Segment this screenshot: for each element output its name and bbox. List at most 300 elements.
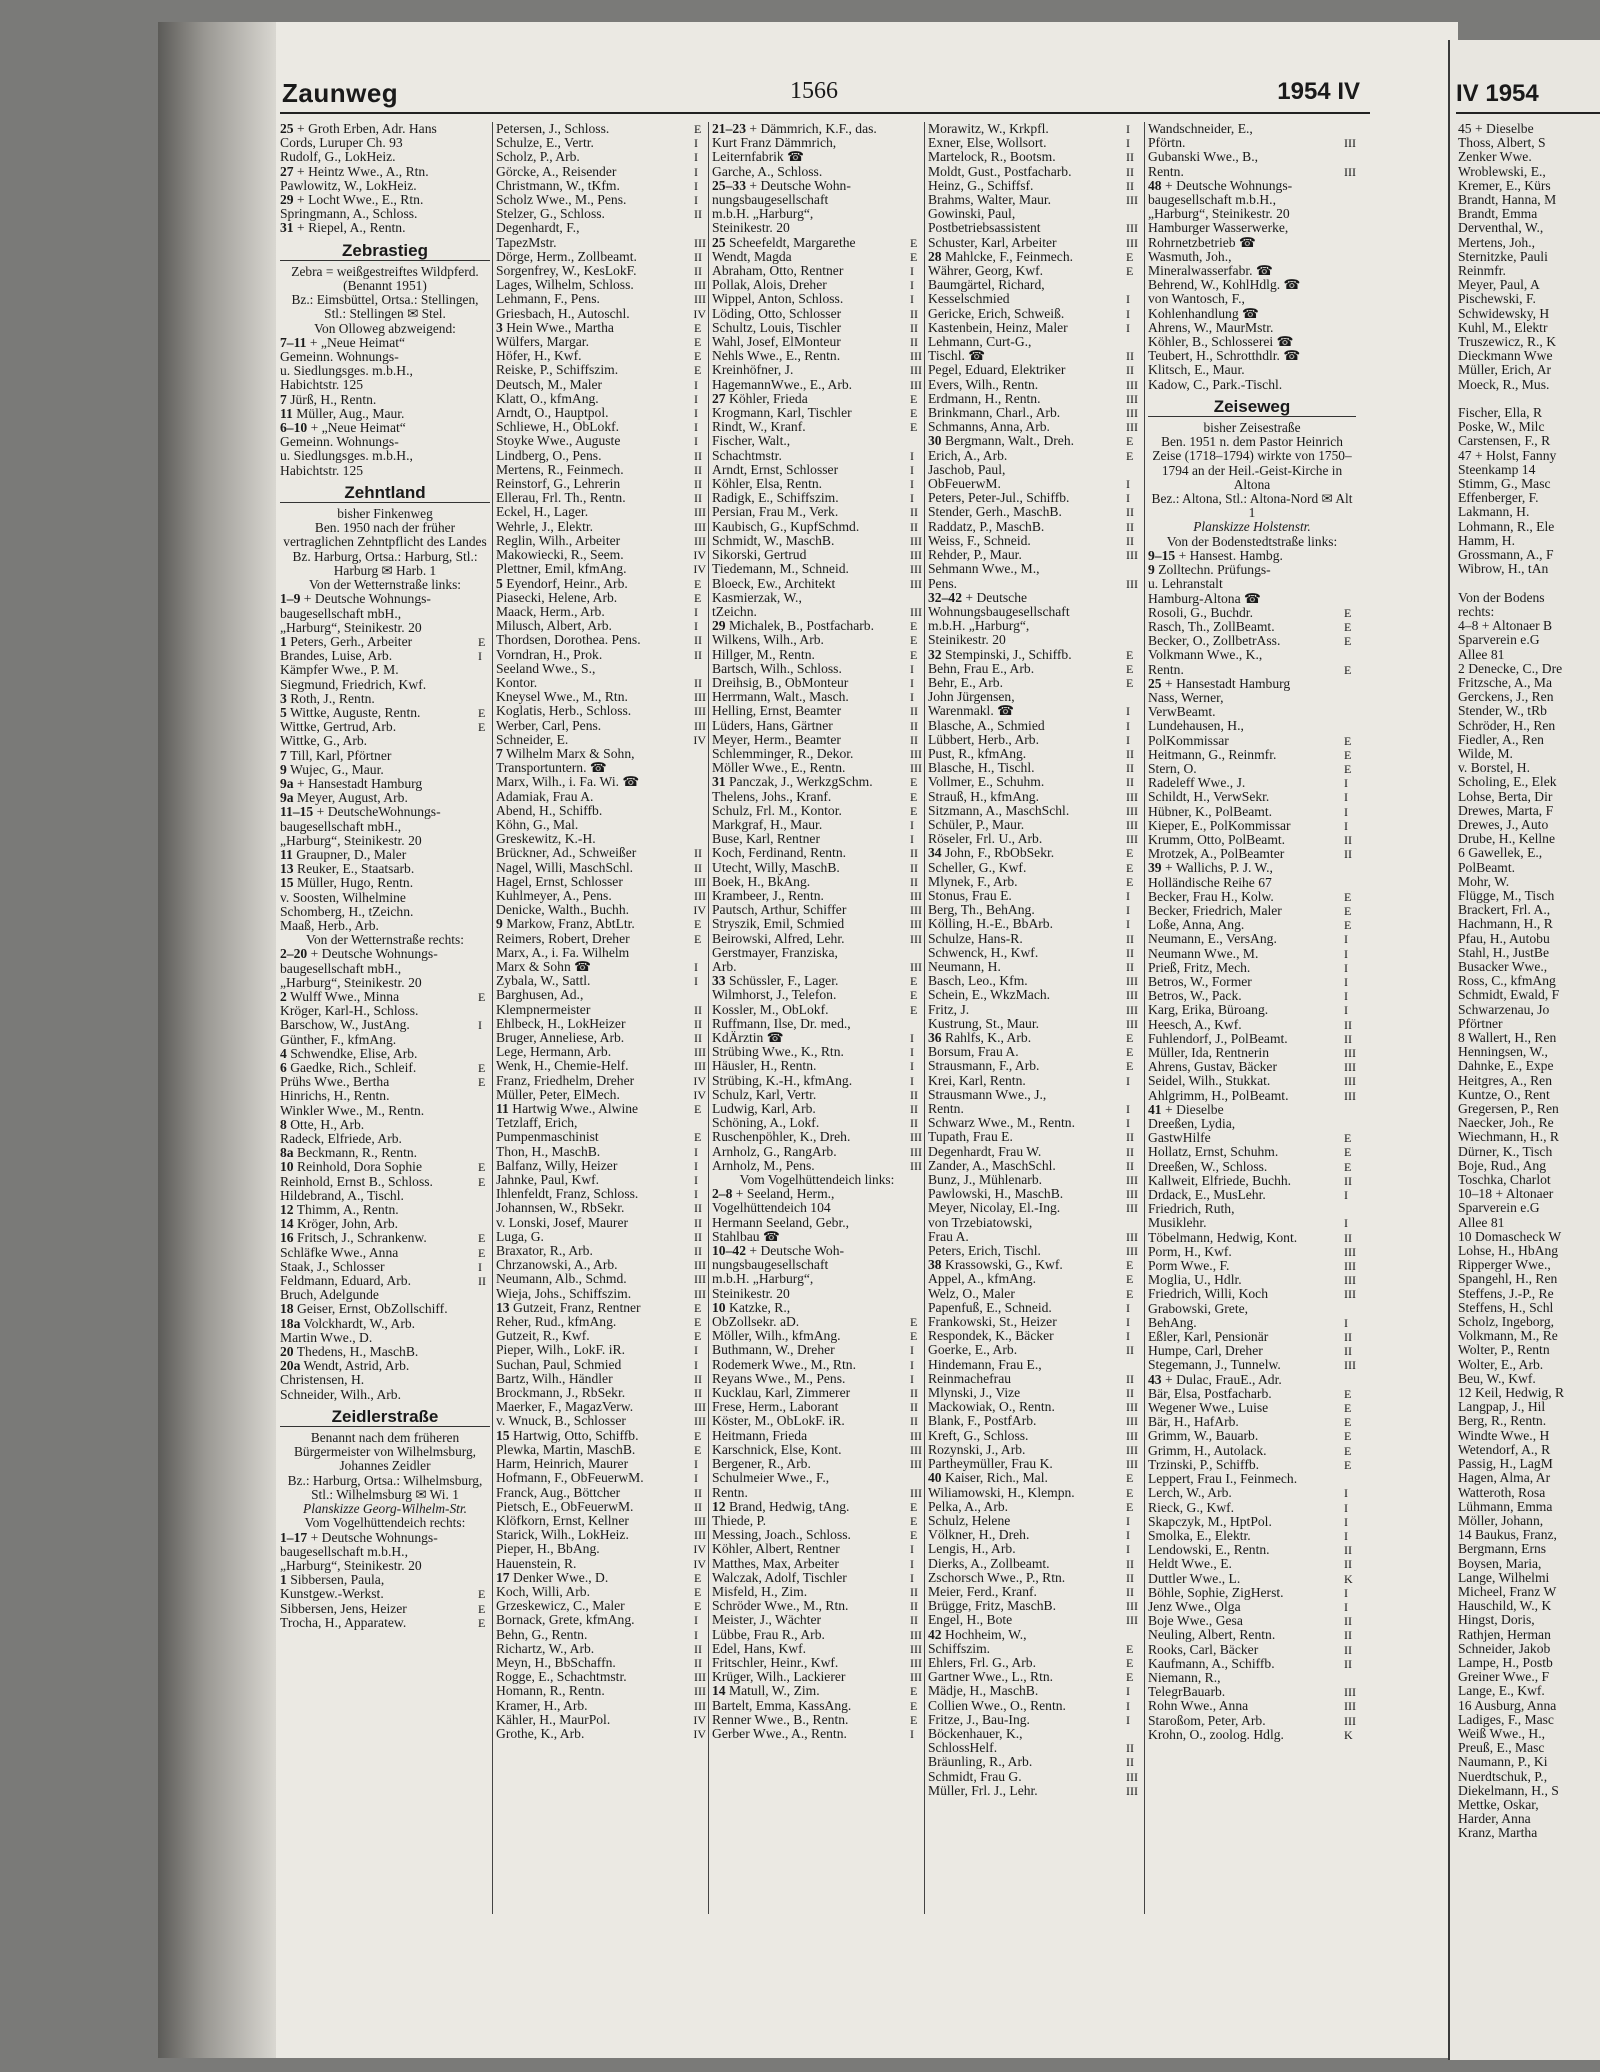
resident-entry xyxy=(496,974,706,988)
entry-text: Krei, Karl, Rentn. xyxy=(928,1073,1026,1088)
resident-entry xyxy=(712,1557,922,1571)
resident-entry xyxy=(1148,1444,1356,1458)
entry-text: Kucklau, Karl, Zimmerer xyxy=(712,1386,851,1401)
house-entry xyxy=(280,1160,490,1174)
entry-text: Stahlbau ☎ xyxy=(712,1229,780,1244)
floor-marker: III xyxy=(1344,1273,1356,1288)
entry-text: Vorndran, H., Prok. xyxy=(496,647,603,662)
resident-entry xyxy=(496,1258,706,1272)
entry-text: Feldmann, Eduard, Arb. xyxy=(280,1274,412,1289)
resident-entry xyxy=(928,1287,1138,1301)
entry-text: Porm, H., Kwf. xyxy=(1148,1244,1232,1259)
house-number: 9 xyxy=(1148,563,1155,578)
resident-entry xyxy=(1148,705,1356,719)
entry-text: Lege, Hermann, Arb. xyxy=(496,1045,612,1060)
entry-text: Arb. xyxy=(712,959,737,974)
entry-text: Thon, H., MaschB. xyxy=(496,1144,601,1159)
resident-entry xyxy=(712,1017,922,1031)
resident-entry xyxy=(928,1684,1138,1698)
entry-text: Lehmann, Curt-G., xyxy=(928,335,1032,350)
entry-text: Gericke, Erich, Schweiß. xyxy=(928,306,1065,321)
entry-text: Schwenck, H., Kwf. xyxy=(928,945,1039,960)
floor-marker: I xyxy=(1136,491,1138,505)
resident-entry xyxy=(928,278,1138,292)
entry-text: Rasch, Th., ZollBeamt. xyxy=(1148,619,1275,634)
street-info: Von der Wetternstraße links: xyxy=(308,577,461,593)
floor-marker: E xyxy=(704,1571,706,1585)
house-number: 14 xyxy=(712,1684,726,1699)
house-number: 12 xyxy=(712,1499,726,1514)
entry-text: Nass, Werner, xyxy=(1148,690,1224,705)
floor-marker: II xyxy=(1136,1159,1138,1173)
entry-text: Pietsch, E., ObFeuerwM. xyxy=(496,1499,634,1514)
floor-marker: E xyxy=(920,406,922,420)
resident-entry xyxy=(712,1372,922,1386)
adjacent-page-line: Beu, W., Kwf. xyxy=(1458,1371,1536,1386)
floor-marker: E xyxy=(1136,264,1138,278)
entry-text: Griesbach, H., Autoschl. xyxy=(496,306,630,321)
resident-entry xyxy=(496,889,706,903)
entry-text: Klöfkorn, Ernst, Kellner xyxy=(496,1513,629,1528)
house-number: 10 xyxy=(712,1300,726,1315)
resident-entry xyxy=(712,1400,922,1414)
street-info: Ben. 1951 n. dem Pastor Heinrich Zeise (1718–1794) wirkte von 1750–1794 an der Heil.-Geist-Kirche in Altona xyxy=(1152,434,1352,492)
house-entry xyxy=(280,592,490,606)
floor-marker: II xyxy=(1136,1741,1138,1755)
entry-text: Hartwig, Otto, Schiffb. xyxy=(513,1428,639,1443)
house-entry xyxy=(496,747,706,761)
house-number: 32 xyxy=(928,647,942,662)
entry-text: Appel, A., kfmAng. xyxy=(928,1272,1036,1287)
house-entry xyxy=(280,791,490,805)
resident-entry xyxy=(1148,1515,1356,1529)
resident-entry xyxy=(496,988,706,1002)
entry-text: Strausmann, F., Arb. xyxy=(928,1059,1040,1074)
street-info: Vom Vogelhüttendeich rechts: xyxy=(304,1515,466,1531)
floor-marker: II xyxy=(1354,1543,1356,1557)
street-info: bisher Finkenweg xyxy=(337,506,433,522)
entry-text: Krüger, Wilh., Lackierer xyxy=(712,1670,846,1685)
entry-text: Pens. xyxy=(928,576,958,591)
floor-marker: E xyxy=(1354,918,1356,932)
entry-text: Porm Wwe., F. xyxy=(1148,1259,1230,1274)
house-number: 25 xyxy=(712,235,726,250)
floor-marker: II xyxy=(920,1599,922,1613)
resident-entry xyxy=(712,221,922,235)
floor-marker: I xyxy=(1136,1116,1138,1130)
adjacent-page-line xyxy=(1458,392,1600,406)
house-number: 20 xyxy=(280,1345,294,1360)
entry-text: Kunstgew.-Werkst. xyxy=(280,1587,384,1602)
adjacent-page-line: rechts: xyxy=(1458,604,1495,619)
entry-text: Buse, Karl, Rentner xyxy=(712,832,820,847)
resident-entry xyxy=(928,236,1138,250)
entry-text: Scheller, G., Kwf. xyxy=(928,860,1027,875)
resident-entry xyxy=(496,392,706,406)
resident-entry xyxy=(1148,1032,1356,1046)
resident-entry xyxy=(496,1230,706,1244)
floor-marker: I xyxy=(920,1571,922,1585)
resident-entry xyxy=(280,1175,490,1189)
entry-text: Meyer, Herm., Beamter xyxy=(712,732,841,747)
floor-marker: III xyxy=(1126,391,1138,406)
floor-marker: I xyxy=(1354,947,1356,961)
adjacent-page-line: Toschka, Charlot xyxy=(1458,1173,1551,1188)
house-entry xyxy=(712,1244,922,1258)
entry-text: Krohn, O., zoolog. Hdlg. xyxy=(1148,1727,1284,1742)
floor-marker: III xyxy=(1344,1685,1356,1700)
entry-text: Boje Wwe., Gesa xyxy=(1148,1614,1243,1629)
house-entry xyxy=(280,848,490,862)
book-binding xyxy=(158,22,276,2058)
house-number: 3 xyxy=(280,691,287,706)
resident-entry xyxy=(1148,1259,1356,1273)
entry-text: + Dämmrich, K.F., das. xyxy=(749,122,877,136)
entry-text: Fritze, J., Bau-Ing. xyxy=(928,1712,1030,1727)
floor-marker: I xyxy=(1136,889,1138,903)
floor-marker: E xyxy=(1136,662,1138,676)
floor-marker: E xyxy=(1354,663,1356,677)
entry-text: Geiser, Ernst, ObZollschiff. xyxy=(297,1302,448,1317)
resident-entry xyxy=(1148,961,1356,975)
resident-entry xyxy=(928,605,1138,619)
resident-entry xyxy=(712,463,922,477)
floor-marker: II xyxy=(1354,1557,1356,1571)
resident-entry xyxy=(280,179,490,193)
entry-text: Thimm, A., Rentn. xyxy=(296,1203,399,1218)
entry-text: Wittke, Auguste, Rentn. xyxy=(289,705,421,720)
resident-entry xyxy=(928,1003,1138,1017)
resident-entry xyxy=(928,321,1138,335)
resident-entry xyxy=(712,207,922,221)
floor-marker: III xyxy=(694,1414,706,1429)
house-number: 33 xyxy=(712,974,726,989)
floor-marker: III xyxy=(694,1513,706,1528)
resident-entry xyxy=(928,577,1138,591)
floor-marker: E xyxy=(488,1160,490,1174)
house-entry xyxy=(712,974,922,988)
adjacent-page-line: Mertens, Joh., xyxy=(1458,235,1536,250)
entry-text: Peters, Erich, Tischl. xyxy=(928,1244,1041,1259)
entry-text: Stempinski, J., Schiffb. xyxy=(945,647,1072,662)
resident-entry xyxy=(928,1400,1138,1414)
entry-text: Wandschneider, E., xyxy=(1148,122,1253,136)
entry-text: Otte, H., Arb. xyxy=(290,1117,365,1132)
resident-entry xyxy=(712,917,922,931)
floor-marker: E xyxy=(1136,1670,1138,1684)
entry-text: Stern, O. xyxy=(1148,761,1197,776)
resident-entry xyxy=(1148,847,1356,861)
entry-text: Moldt, Gust., Postfacharb. xyxy=(928,164,1072,179)
entry-text: Braxator, R., Arb. xyxy=(496,1244,593,1259)
resident-entry xyxy=(280,1616,490,1630)
floor-marker: E xyxy=(920,420,922,434)
resident-entry xyxy=(496,1713,706,1727)
floor-marker: I xyxy=(704,1613,706,1627)
adjacent-page-line: Fischer, Ella, R xyxy=(1458,406,1543,421)
house-entry xyxy=(280,122,490,136)
floor-marker: I xyxy=(920,1074,922,1088)
house-number: 17 xyxy=(496,1570,510,1585)
resident-entry xyxy=(712,690,922,704)
entry-text: Gutzeit, R., Kwf. xyxy=(496,1329,590,1344)
entry-text: Hinrichs, H., Rentn. xyxy=(280,1089,390,1104)
resident-entry xyxy=(928,1017,1138,1031)
entry-text: Barschow, W., JustAng. xyxy=(280,1018,410,1033)
resident-entry xyxy=(928,1145,1138,1159)
floor-marker: E xyxy=(704,1329,706,1343)
floor-marker: I xyxy=(1136,321,1138,335)
entry-text: u. Siedlungsges. m.b.H., xyxy=(280,449,413,464)
entry-text: baugesellschaft mbH., xyxy=(280,606,402,621)
floor-marker: III xyxy=(910,562,922,577)
entry-text: Beckmann, R., Rentn. xyxy=(297,1146,418,1161)
adjacent-page-line: Zenker Wwe. xyxy=(1458,150,1532,165)
resident-entry xyxy=(496,1457,706,1471)
entry-text: Brandes, Luise, Arb. xyxy=(280,649,393,664)
entry-text: Wahl, Josef, ElMonteur xyxy=(712,335,841,350)
entry-text: Sorgenfrey, W., KesLokF. xyxy=(496,264,637,279)
floor-marker: I xyxy=(1354,1003,1356,1017)
adjacent-page-line: Boje, Rud., Ang xyxy=(1458,1158,1546,1173)
house-number: 11–15 xyxy=(280,805,314,820)
floor-marker: E xyxy=(1354,1415,1356,1429)
resident-entry xyxy=(1148,805,1356,819)
resident-entry xyxy=(496,463,706,477)
entry-text: Cords, Luruper Ch. 93 xyxy=(280,136,403,151)
entry-text: Meyer, August, Arb. xyxy=(297,791,408,806)
entry-text: Schultz, Louis, Tischler xyxy=(712,320,842,335)
entry-text: Strübing, K.-H., kfmAng. xyxy=(712,1073,853,1088)
floor-marker: I xyxy=(920,491,922,505)
resident-entry xyxy=(928,1642,1138,1656)
floor-marker: II xyxy=(1354,1628,1356,1642)
resident-entry xyxy=(712,988,922,1002)
floor-marker: III xyxy=(910,903,922,918)
house-entry xyxy=(280,1217,490,1231)
resident-entry xyxy=(1148,1330,1356,1344)
column-divider xyxy=(924,122,925,1914)
resident-entry xyxy=(712,1443,922,1457)
house-entry xyxy=(280,165,490,179)
resident-entry xyxy=(928,548,1138,562)
entry-text: GastwHilfe xyxy=(1148,1131,1211,1146)
house-entry xyxy=(496,1429,706,1443)
house-number: 8a xyxy=(280,1146,294,1161)
resident-entry xyxy=(712,1343,922,1357)
column-divider xyxy=(1144,122,1145,1914)
resident-entry xyxy=(712,1656,922,1670)
adjacent-page-line: Hauschild, W., K xyxy=(1458,1599,1552,1614)
house-number: 31 xyxy=(712,775,726,790)
entry-text: Bruch, Adelgunde xyxy=(280,1288,379,1303)
resident-entry xyxy=(1148,250,1356,264)
entry-text: Stryszik, Emil, Schmied xyxy=(712,917,845,932)
resident-entry xyxy=(712,1471,922,1485)
resident-entry xyxy=(496,960,706,974)
resident-entry xyxy=(928,1770,1138,1784)
resident-entry xyxy=(280,663,490,677)
adjacent-page-line: Micheel, Franz W xyxy=(1458,1584,1557,1599)
entry-text: Transportuntern. ☎ xyxy=(496,761,607,776)
adjacent-page-line: PolBeamt. xyxy=(1458,860,1516,875)
house-number: 40 xyxy=(928,1471,942,1486)
floor-marker: E xyxy=(704,591,706,605)
entry-text: Siegmund, Friedrich, Kwf. xyxy=(280,677,427,692)
entry-text: Radeck, Elfriede, Arb. xyxy=(280,1132,402,1147)
resident-entry xyxy=(928,264,1138,278)
entry-text: Staak, J., Schlosser xyxy=(280,1259,385,1274)
house-entry xyxy=(280,393,490,407)
resident-entry xyxy=(712,1699,922,1713)
house-number: 29 xyxy=(280,193,294,208)
floor-marker: E xyxy=(920,775,922,789)
entry-text: Schmanns, Anna, Arb. xyxy=(928,420,1050,435)
entry-text: + Deutsche Wohnungs- xyxy=(310,1530,438,1545)
floor-marker: II xyxy=(920,335,922,349)
adjacent-page-line: Steffens, J.-P., Re xyxy=(1458,1286,1554,1301)
floor-marker: IV xyxy=(693,306,706,321)
entry-text: Köhler, B., Schlosserei ☎ xyxy=(1148,335,1294,350)
house-entry xyxy=(928,434,1138,448)
entry-text: Homann, R., Rentn. xyxy=(496,1684,605,1699)
resident-entry xyxy=(712,790,922,804)
floor-marker: IV xyxy=(693,732,706,747)
adjacent-page-line: Wibrow, H., tAn xyxy=(1458,562,1549,577)
entry-text: Hollatz, Ernst, Schuhm. xyxy=(1148,1145,1279,1160)
column-2 xyxy=(496,122,706,1741)
entry-text: Blasche, H., Tischl. xyxy=(928,761,1035,776)
resident-entry xyxy=(496,491,706,505)
adjacent-page-line: Sternitzke, Pauli xyxy=(1458,249,1548,264)
floor-marker: II xyxy=(1136,960,1138,974)
floor-marker: II xyxy=(704,1201,706,1215)
entry-text: Kuhlmeyer, A., Pens. xyxy=(496,888,612,903)
resident-entry xyxy=(496,1386,706,1400)
resident-entry xyxy=(712,505,922,519)
entry-text: + Locht Wwe., E., Rtn. xyxy=(297,193,424,208)
entry-text: Eckel, H., Lager. xyxy=(496,505,589,520)
entry-text: Martelock, R., Bootsm. xyxy=(928,150,1056,165)
floor-marker: I xyxy=(920,1557,922,1571)
floor-marker: I xyxy=(920,1031,922,1045)
entry-text: Kontor. xyxy=(496,675,538,690)
resident-entry xyxy=(712,1585,922,1599)
floor-marker: III xyxy=(1126,1244,1138,1259)
floor-marker: I xyxy=(920,1372,922,1386)
adjacent-page-header: IV 1954 xyxy=(1456,80,1539,107)
resident-entry xyxy=(496,1116,706,1130)
resident-entry xyxy=(928,363,1138,377)
resident-entry xyxy=(1148,321,1356,335)
entry-text: Tiedemann, M., Schneid. xyxy=(712,562,849,577)
entry-text: Kreinhöfner, J. xyxy=(712,363,794,378)
floor-marker: IV xyxy=(693,903,706,918)
entry-text: Christmann, W., tKfm. xyxy=(496,178,620,193)
adjacent-page-line: Effenberger, F. xyxy=(1458,491,1539,506)
floor-marker: II xyxy=(1136,1571,1138,1585)
floor-marker: III xyxy=(1126,235,1138,250)
entry-text: m.b.H. „Harburg“, xyxy=(928,619,1030,634)
floor-marker: III xyxy=(1344,164,1356,179)
floor-marker: II xyxy=(1136,534,1138,548)
resident-entry xyxy=(928,520,1138,534)
floor-marker: E xyxy=(1354,1387,1356,1401)
entry-text: Gartner Wwe., L., Rtn. xyxy=(928,1670,1054,1685)
entry-text: Wegener Wwe., Luise xyxy=(1148,1401,1269,1416)
column-4 xyxy=(928,122,1138,1798)
resident-entry xyxy=(712,1514,922,1528)
house-entry xyxy=(1148,549,1356,563)
house-entry xyxy=(280,221,490,235)
adjacent-page-line: Boysen, Maria, xyxy=(1458,1556,1542,1571)
resident-entry xyxy=(1148,1600,1356,1614)
street-info: Von Olloweg abzweigend: xyxy=(314,320,456,336)
entry-text: Rentn. xyxy=(1148,662,1184,677)
entry-text: Maack, Herm., Arb. xyxy=(496,604,605,619)
floor-marker: E xyxy=(488,635,490,649)
entry-text: Bartsch, Wilh., Schloss. xyxy=(712,661,842,676)
entry-text: Richartz, W., Arb. xyxy=(496,1641,595,1656)
floor-marker: E xyxy=(704,932,706,946)
resident-entry xyxy=(1148,620,1356,634)
entry-text: Volkmann Wwe., K., xyxy=(1148,648,1263,663)
resident-entry xyxy=(928,1670,1138,1684)
adjacent-page-line: Schneider, Jakob xyxy=(1458,1641,1551,1656)
floor-marker: II xyxy=(1136,1386,1138,1400)
resident-entry xyxy=(1148,1287,1356,1301)
floor-marker: II xyxy=(704,1244,706,1258)
resident-entry xyxy=(928,932,1138,946)
entry-text: Mlynek, F., Arb. xyxy=(928,874,1018,889)
house-entry xyxy=(280,421,490,435)
resident-entry xyxy=(280,976,490,990)
entry-text: Rosoli, G., Buchdr. xyxy=(1148,605,1253,620)
floor-marker: III xyxy=(694,292,706,307)
entry-text: Kaubisch, G., KupfSchmd. xyxy=(712,519,860,534)
floor-marker: K xyxy=(1354,1572,1356,1586)
resident-entry xyxy=(496,1656,706,1670)
resident-entry xyxy=(496,1670,706,1684)
resident-entry xyxy=(496,1486,706,1500)
entry-text: von Trzebiatowski, xyxy=(928,1215,1033,1230)
resident-entry xyxy=(280,1033,490,1047)
floor-marker: E xyxy=(704,1315,706,1329)
house-entry xyxy=(280,947,490,961)
resident-entry xyxy=(712,1528,922,1542)
entry-text: Milusch, Albert, Arb. xyxy=(496,619,612,634)
resident-entry xyxy=(496,1443,706,1457)
floor-marker: II xyxy=(920,1116,922,1130)
floor-marker: III xyxy=(910,377,922,392)
entry-text: Morawitz, W., Krkpfl. xyxy=(928,122,1049,136)
entry-text: + Heintz Wwe., A., Rtn. xyxy=(297,164,429,179)
resident-entry xyxy=(928,775,1138,789)
floor-marker: II xyxy=(1136,1557,1138,1571)
floor-marker: I xyxy=(1354,1216,1356,1230)
entry-text: Deutsch, M., Maler xyxy=(496,377,603,392)
resident-entry xyxy=(928,662,1138,676)
floor-marker: E xyxy=(920,1528,922,1542)
entry-text: Matthes, Max, Arbeiter xyxy=(712,1556,839,1571)
floor-marker: E xyxy=(920,1514,922,1528)
floor-marker: E xyxy=(920,1684,922,1698)
floor-marker: E xyxy=(920,804,922,818)
floor-marker: III xyxy=(694,874,706,889)
resident-entry xyxy=(496,122,706,136)
resident-entry xyxy=(1148,193,1356,207)
floor-marker: III xyxy=(910,917,922,932)
